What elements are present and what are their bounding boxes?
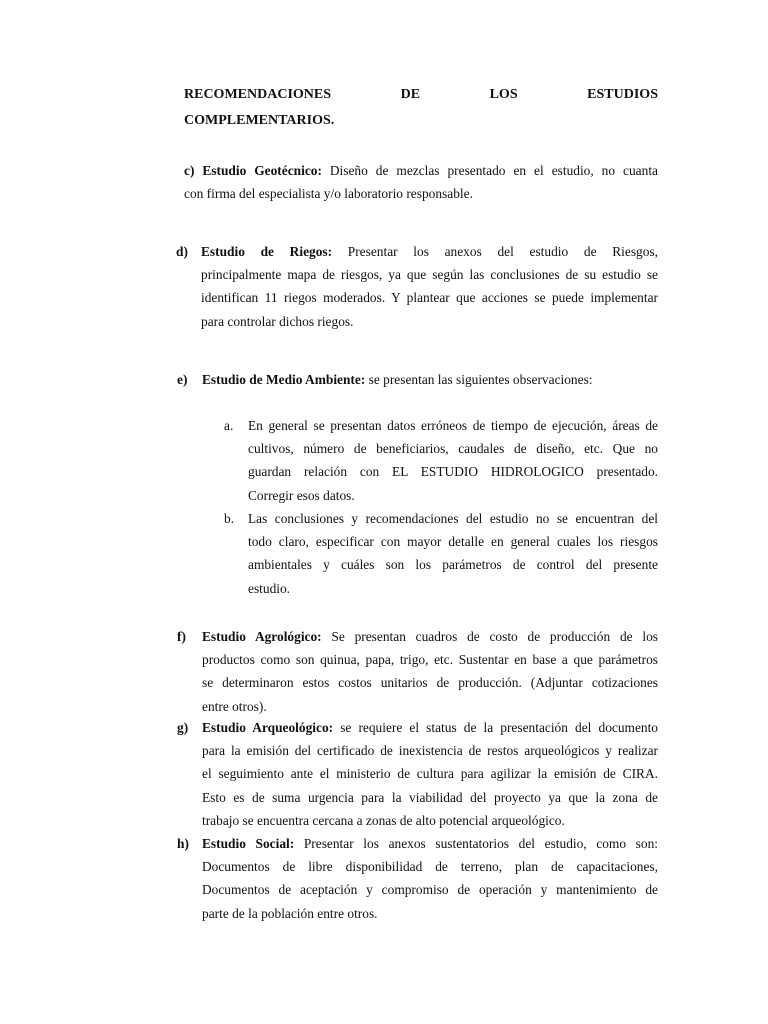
section-e-label: Estudio de Medio Ambiente: <box>202 372 366 387</box>
section-g-text: se requiere el status de la presentación del documento <box>333 720 658 735</box>
title-word: ESTUDIOS <box>587 87 658 102</box>
section-d-text: identifican 11 riegos moderados. Y plantear que acciones se puede implementar <box>201 290 658 306</box>
section-f-text: Se presentan cuadros de costo de producción de los <box>321 629 658 644</box>
title-word: DE <box>400 87 421 102</box>
section-h-text: Documentos de libre disponibilidad de terreno, plan de capacitaciones, <box>202 859 658 875</box>
section-d-text: para controlar dichos riegos. <box>201 313 354 329</box>
section-d-marker: d) <box>176 244 188 259</box>
title-word: LOS <box>489 87 518 102</box>
document-title <box>184 83 658 132</box>
section-g-label: Estudio Arqueológico: <box>202 720 334 735</box>
section-c <box>184 159 658 205</box>
section-c-text: Diseño de mezclas presentado en el estudio, no cuanta <box>321 163 658 178</box>
section-f-label: Estudio Agrológico: <box>202 629 322 644</box>
section-f-marker: f) <box>177 629 186 644</box>
section-g-text: trabajo se encuentra cercana a zonas de alto potencial arqueológico. <box>202 812 565 828</box>
section-g-text: el seguimiento ante el ministerio de cultura para agilizar la emisión de CIRA. <box>202 766 658 782</box>
section-d-text: principalmente mapa de riesgos, ya que según las conclusiones de su estudio se <box>201 267 658 283</box>
section-e-text: se presentan las siguientes observaciones: <box>365 372 593 387</box>
section-c-text: con firma del especialista y/o laboratorio responsable. <box>184 186 473 202</box>
section-d <box>201 240 658 333</box>
section-h-text: Presentar los anexos sustentatorios del estudio, como son: <box>294 836 658 851</box>
section-f-text: entre otros). <box>202 698 267 714</box>
section-f-text: se determinaron estos costos unitarios de producción. (Adjuntar cotizaciones <box>202 675 658 691</box>
list-item-marker: a. <box>224 418 234 433</box>
section-h-text: parte de la población entre otros. <box>202 905 378 921</box>
section-d-text: Presentar los anexos del estudio de Riesgos, <box>332 244 658 259</box>
section-c-label: c) Estudio Geotécnico: <box>184 163 322 178</box>
section-g-text: para la emisión del certificado de inexistencia de restos arqueológicos y realizar <box>202 743 658 759</box>
section-g-text: Esto es de suma urgencia para la viabilidad del proyecto ya que la zona de <box>202 789 658 805</box>
section-e <box>202 368 658 391</box>
section-d-label: Estudio de Riegos: <box>201 244 333 259</box>
title-word: RECOMENDACIONES <box>184 87 332 102</box>
title-line-2: COMPLEMENTARIOS. <box>184 113 335 129</box>
list-item: En general se presentan datos erróneos de tiempo de ejecución, áreas de cultivos, número de beneficiarios, caudales de diseño, etc. Que no guardan relación con EL ESTUDIO HIDROLOGICO presentado. Corregir esos datos. <box>248 418 658 503</box>
section-h <box>202 832 658 925</box>
list-item: Las conclusiones y recomendaciones del estudio no se encuentran del todo claro, especificar con mayor detalle en general cuales los riesgos ambientales y cuáles son los parámetros de control del presente estudio. <box>248 511 658 596</box>
list-item-marker: b. <box>224 511 235 526</box>
section-h-text: Documentos de aceptación y compromiso de operación y mantenimiento de <box>202 882 658 898</box>
section-e-marker: e) <box>177 372 188 387</box>
section-g-marker: g) <box>177 720 189 735</box>
section-f <box>202 625 658 718</box>
section-h-marker: h) <box>177 836 189 851</box>
section-f-text: productos como son quinua, papa, trigo, etc. Sustentar en base a que parámetros <box>202 652 658 668</box>
section-g <box>202 716 658 832</box>
section-h-label: Estudio Social: <box>202 836 295 851</box>
